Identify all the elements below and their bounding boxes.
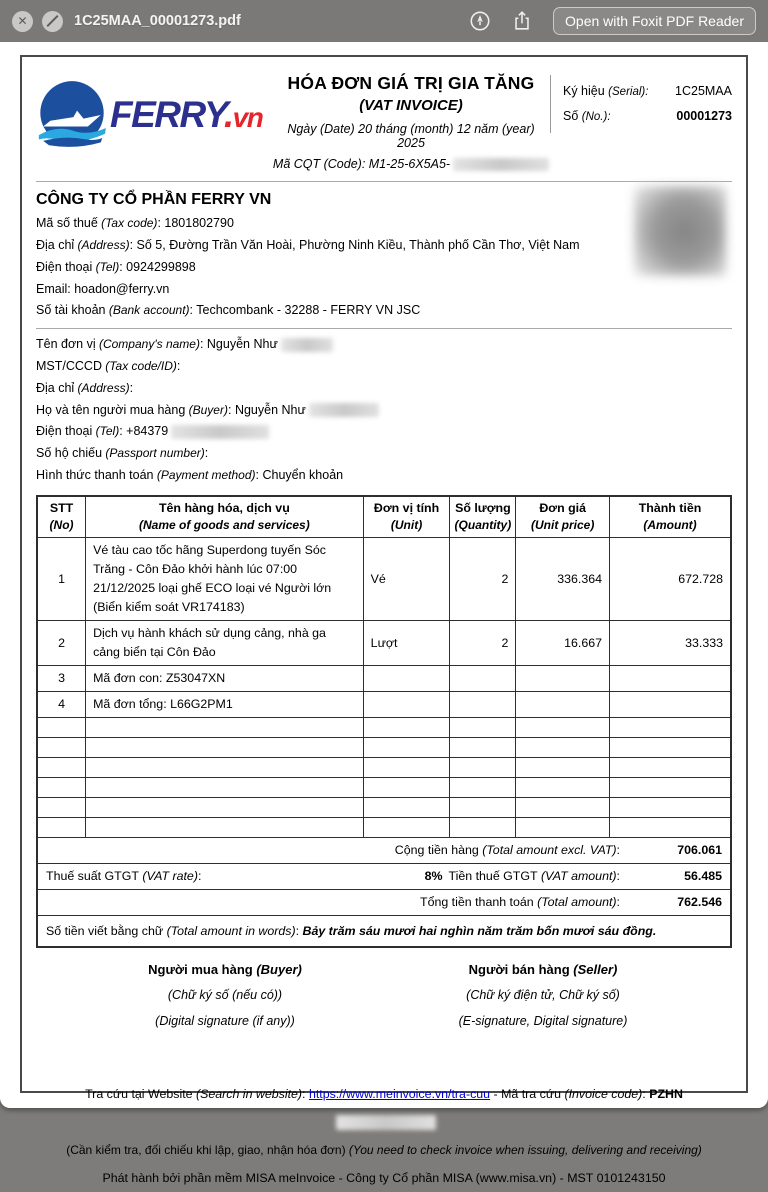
redacted-buyer-name-2 bbox=[309, 403, 379, 417]
issuer-line: Phát hành bởi phần mềm MISA meInvoice - Công ty Cổ phần MISA (www.misa.vn) - MST 0101243150 bbox=[102, 1170, 666, 1185]
vat-amount-label: Tiền thuế GTGT (VAT amount): bbox=[448, 868, 620, 883]
invoice-footer bbox=[36, 1080, 732, 1192]
serial-value: 1C25MAA bbox=[675, 84, 732, 98]
col-header-price: Đơn giá (Unit price) bbox=[516, 496, 610, 538]
col-header-amount: Thành tiền (Amount) bbox=[610, 496, 731, 538]
seller-section bbox=[36, 182, 732, 329]
vat-rate-label: Thuế suất GTGT (VAT rate): bbox=[46, 868, 202, 883]
table-row: 3 Mã đơn con: Z53047XN bbox=[37, 665, 731, 691]
subtotal-value: 706.061 bbox=[677, 842, 722, 857]
table-row-empty bbox=[37, 757, 731, 777]
table-row-empty bbox=[37, 717, 731, 737]
grand-total-value: 762.546 bbox=[677, 894, 722, 909]
lookup-code-value: PZHN bbox=[649, 1086, 683, 1101]
ferry-logo-text: FERRY.vn bbox=[110, 94, 263, 135]
share-icon[interactable] bbox=[511, 10, 533, 32]
buyer-signature-block: Người mua hàng (Buyer) (Chữ ký số (nếu có)) (Digital signature (if any)) bbox=[148, 961, 302, 1028]
lookup-url-link[interactable]: https://www.meinvoice.vn/tra-cuu bbox=[308, 1086, 491, 1101]
serial-number-box bbox=[550, 75, 732, 133]
seller-company-name: CÔNG TY CỔ PHẦN FERRY VN bbox=[36, 191, 272, 209]
buyer-section bbox=[36, 329, 732, 495]
buyer-phone: Điện thoại (Tel): +84379 bbox=[36, 421, 732, 443]
signature-section bbox=[66, 958, 702, 1034]
ferry-ship-icon bbox=[36, 79, 108, 151]
col-header-qty: Số lượng (Quantity) bbox=[450, 496, 516, 538]
table-row-empty bbox=[37, 737, 731, 757]
window-title: 1C25MAA_00001273.pdf bbox=[74, 13, 241, 29]
buyer-company-name: Tên đơn vị (Company's name): Nguyễn Như bbox=[36, 334, 732, 356]
subtotal-label: Cộng tiền hàng (Total amount excl. VAT): bbox=[394, 842, 620, 857]
seller-phone: Điện thoại (Tel): 0924299898 bbox=[36, 259, 196, 274]
invoice-header bbox=[36, 65, 732, 182]
seller-address: Địa chỉ (Address): Số 5, Đường Trần Văn Hoài, Phường Ninh Kiều, Thành phố Cần Thơ, Việt Nam bbox=[36, 238, 580, 252]
amount-in-words-value: Bảy trăm sáu mươi hai nghìn năm trăm bốn mươi sáu đồng. bbox=[302, 923, 657, 938]
invoice-date: Ngày (Date) 20 tháng (month) 12 năm (year) 2025 bbox=[287, 122, 535, 150]
redacted-buyer-name bbox=[281, 338, 333, 352]
markup-icon[interactable] bbox=[469, 10, 491, 32]
seller-email: Email: hoadon@ferry.vn bbox=[36, 281, 170, 296]
col-header-name: Tên hàng hóa, dịch vụ (Name of goods and services) bbox=[86, 496, 364, 538]
col-header-no: STT (No) bbox=[37, 496, 86, 538]
redacted-qr-code bbox=[634, 186, 726, 276]
buyer-tax-id: MST/CCCD (Tax code/ID): bbox=[36, 358, 181, 373]
grand-total-label: Tổng tiền thanh toán (Total amount): bbox=[420, 894, 620, 909]
lookup-line: Tra cứu tại Website (Search in website): https://www.meinvoice.vn/tra-cuu - Mã tra cứu (Invoice code): PZHN bbox=[36, 1080, 732, 1136]
check-notice-line: (Cần kiểm tra, đối chiếu khi lập, giao, nhận hóa đơn) (You need to check invoice when issuing, delivering and receiving) bbox=[66, 1142, 702, 1157]
seller-bank-account: Số tài khoản (Bank account): Techcombank - 32288 - FERRY VN JSC bbox=[36, 303, 421, 318]
vat-rate-value: 8% bbox=[424, 868, 443, 883]
buyer-address: Địa chỉ (Address): bbox=[36, 380, 134, 395]
col-header-unit: Đơn vị tính (Unit) bbox=[363, 496, 450, 538]
line-items-table bbox=[36, 495, 732, 948]
vat-amount-value: 56.485 bbox=[684, 868, 722, 883]
invoice-title: HÓA ĐƠN GIÁ TRỊ GIA TĂNG bbox=[287, 73, 535, 93]
serial-row: Ký hiệu (Serial): 1C25MAA bbox=[563, 79, 732, 104]
subtotal-row bbox=[37, 837, 731, 863]
amount-in-words-label: Số tiền viết bằng chữ (Total amount in words): bbox=[46, 923, 303, 938]
redacted-lookup-code bbox=[336, 1115, 436, 1130]
ferry-logo bbox=[36, 71, 272, 151]
table-row: 4 Mã đơn tổng: L66G2PM1 bbox=[37, 691, 731, 717]
buyer-passport: Số hộ chiếu (Passport number): bbox=[36, 446, 209, 461]
slash-circle-icon[interactable] bbox=[42, 11, 63, 32]
seller-tax-code: Mã số thuế (Tax code): 1801802790 bbox=[36, 216, 234, 231]
redacted-cqt-code bbox=[453, 158, 549, 171]
table-row: 2 Dịch vụ hành khách sử dụng cảng, nhà ga cảng biển tại Côn Đảo Lượt 2 16.667 33.333 bbox=[37, 620, 731, 665]
titlebar bbox=[0, 0, 768, 42]
table-row: 1 Vé tàu cao tốc hãng Superdong tuyến Sóc Trăng - Côn Đảo khởi hành lúc 07:00 21/12/2025 loại ghế ECO loại vé Người lớn (Biển kiểm soát VR174183) Vé 2 336.364 672.728 bbox=[37, 537, 731, 620]
invoice-page bbox=[20, 55, 748, 1185]
table-row-empty bbox=[37, 777, 731, 797]
seller-signature-block: Người bán hàng (Seller) (Chữ ký điện tử, Chữ ký số) (E-signature, Digital signature) bbox=[458, 961, 628, 1028]
buyer-full-name: Họ và tên người mua hàng (Buyer): Nguyễn Như bbox=[36, 400, 732, 422]
invoice-no-row: Số (No.): 00001273 bbox=[563, 104, 732, 129]
table-header-row bbox=[37, 496, 731, 538]
grand-total-row bbox=[37, 889, 731, 915]
amount-in-words-row bbox=[37, 915, 731, 947]
invoice-no-value: 00001273 bbox=[676, 109, 732, 123]
table-row-empty bbox=[37, 817, 731, 837]
invoice-subtitle: (VAT INVOICE) bbox=[359, 97, 463, 114]
payment-method: Hình thức thanh toán (Payment method): Chuyển khoản bbox=[36, 467, 344, 482]
table-row-empty bbox=[37, 797, 731, 817]
vat-row bbox=[37, 863, 731, 889]
invoice-cqt-code: Mã CQT (Code): M1-25-6X5A5- bbox=[272, 157, 550, 171]
redacted-buyer-phone bbox=[171, 425, 269, 439]
open-with-foxit-button[interactable]: Open with Foxit PDF Reader bbox=[553, 7, 756, 35]
close-icon[interactable]: ✕ bbox=[12, 11, 33, 32]
